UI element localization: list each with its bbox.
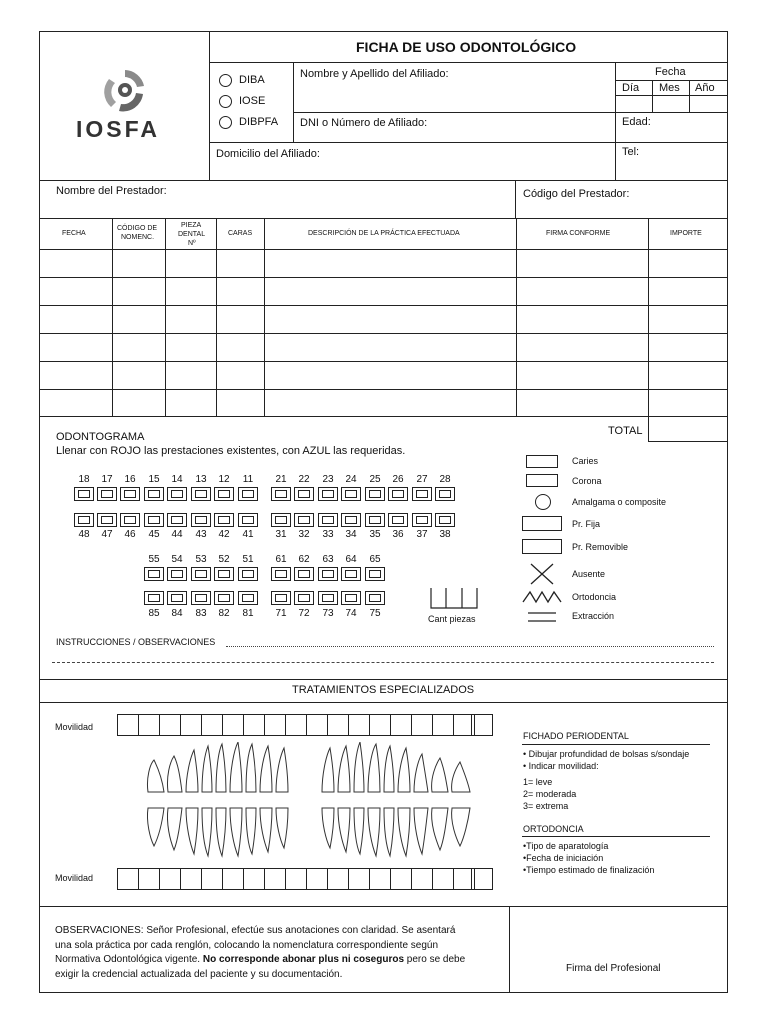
- tooth-box[interactable]: [435, 513, 455, 527]
- obs-line-3-c: pero se debe: [404, 954, 466, 965]
- tooth-box[interactable]: [120, 513, 140, 527]
- cant-piezas-label: Cant piezas: [428, 614, 476, 624]
- pr-fija-icon: [522, 516, 562, 531]
- option-iose-radio[interactable]: [219, 95, 232, 108]
- tooth-number: 85: [148, 608, 160, 619]
- tooth-number: 13: [195, 474, 207, 485]
- tooth-box[interactable]: [167, 591, 187, 605]
- mobility-cell[interactable]: [327, 868, 349, 890]
- tooth-number: 33: [322, 529, 334, 540]
- tooth-box[interactable]: [144, 591, 164, 605]
- tooth-number: 46: [124, 529, 136, 540]
- mobility-cell[interactable]: [243, 714, 265, 736]
- tooth-box[interactable]: [144, 513, 164, 527]
- tooth-number: 43: [195, 529, 207, 540]
- tooth-box[interactable]: [294, 591, 314, 605]
- tooth-box[interactable]: [294, 567, 314, 581]
- tooth-number: 53: [195, 554, 207, 565]
- legend-caries: Caries: [572, 456, 599, 466]
- ortodoncia-icon: [522, 590, 562, 604]
- tooth-box[interactable]: [144, 487, 164, 501]
- col-importe-header: IMPORTE: [670, 230, 702, 237]
- tooth-box[interactable]: [412, 487, 432, 501]
- mobility-cell[interactable]: [285, 868, 307, 890]
- tooth-box[interactable]: [191, 567, 211, 581]
- tooth-number: 15: [148, 474, 160, 485]
- tooth-box[interactable]: [365, 513, 385, 527]
- mobility-cell[interactable]: [390, 868, 412, 890]
- mobility-cell[interactable]: [159, 868, 181, 890]
- legend-pr-fija: Pr. Fija: [572, 519, 601, 529]
- tooth-number: 18: [78, 474, 90, 485]
- observations-dotted-line-1[interactable]: [226, 646, 714, 647]
- obs-line-2: una sola práctica por cada renglón, colocando la nomenclatura correspondiente según: [55, 939, 439, 951]
- tooth-box[interactable]: [214, 591, 234, 605]
- mobility-cell[interactable]: [411, 868, 433, 890]
- col-caras-header: CARAS: [228, 230, 253, 237]
- tooth-box[interactable]: [271, 591, 291, 605]
- obs-line-3-a: Normativa Odontológica vigente.: [55, 954, 203, 965]
- col-pieza-header-3: Nº: [188, 240, 196, 247]
- tooth-box[interactable]: [238, 513, 258, 527]
- year-label: Año: [695, 82, 715, 94]
- orthodontics-item-3: •Tiempo estimado de finalización: [523, 865, 655, 875]
- extraccion-icon: [528, 610, 556, 624]
- tooth-number: 83: [195, 608, 207, 619]
- tooth-number: 25: [369, 474, 381, 485]
- tooth-number: 74: [345, 608, 357, 619]
- tooth-box[interactable]: [238, 591, 258, 605]
- tooth-number: 16: [124, 474, 136, 485]
- tooth-box[interactable]: [318, 487, 338, 501]
- tooth-box[interactable]: [341, 567, 361, 581]
- col-descripcion-header: DESCRIPCIÓN DE LA PRÁCTICA EFECTUADA: [308, 230, 460, 237]
- col-pieza-header-1: PIEZA: [181, 222, 202, 229]
- tooth-number: 37: [416, 529, 428, 540]
- tooth-box[interactable]: [238, 567, 258, 581]
- mobility-cell[interactable]: [117, 714, 139, 736]
- periodontal-item-2: • Indicar movilidad:: [523, 761, 599, 771]
- pr-removible-icon: [522, 539, 562, 554]
- tooth-box[interactable]: [435, 487, 455, 501]
- tooth-number: 72: [298, 608, 310, 619]
- mobility-cell[interactable]: [243, 868, 265, 890]
- tooth-box[interactable]: [167, 513, 187, 527]
- legend-pr-removible: Pr. Removible: [572, 542, 629, 552]
- option-iose-label: IOSE: [239, 95, 266, 107]
- tooth-number: 35: [369, 529, 381, 540]
- tooth-number: 42: [218, 529, 230, 540]
- tooth-number: 28: [439, 474, 451, 485]
- legend-amalgama: Amalgama o composite: [572, 497, 667, 507]
- tooth-box[interactable]: [238, 487, 258, 501]
- tooth-box[interactable]: [294, 513, 314, 527]
- mobility-cell[interactable]: [222, 868, 244, 890]
- tooth-number: 75: [369, 608, 381, 619]
- tooth-number: 82: [218, 608, 230, 619]
- footer-observations: [55, 924, 505, 982]
- specialized-title: TRATAMIENTOS ESPECIALIZADOS: [292, 684, 475, 696]
- tooth-box[interactable]: [74, 487, 94, 501]
- tooth-box[interactable]: [341, 487, 361, 501]
- tooth-box[interactable]: [341, 513, 361, 527]
- tooth-box[interactable]: [191, 487, 211, 501]
- tooth-number: 48: [78, 529, 90, 540]
- legend-extraccion: Extracción: [572, 611, 615, 621]
- signature-label: Firma del Profesional: [566, 963, 661, 974]
- tooth-box[interactable]: [214, 487, 234, 501]
- mobility-scale-2: 2= moderada: [523, 789, 577, 799]
- mobility-cell[interactable]: [471, 868, 493, 890]
- tooth-number: 65: [369, 554, 381, 565]
- tooth-number: 27: [416, 474, 428, 485]
- legend-ortodoncia: Ortodoncia: [572, 592, 617, 602]
- odontogram-title: ODONTOGRAMA: [56, 431, 145, 443]
- provider-name-label: Nombre del Prestador:: [56, 185, 167, 197]
- mobility-cell[interactable]: [138, 868, 160, 890]
- tooth-number: 11: [242, 474, 254, 485]
- tooth-box[interactable]: [167, 487, 187, 501]
- provider-code-label: Código del Prestador:: [523, 188, 630, 200]
- mobility-scale-3: 3= extrema: [523, 801, 569, 811]
- tooth-number: 14: [171, 474, 183, 485]
- date-label: Fecha: [655, 66, 686, 78]
- tooth-number: 34: [345, 529, 357, 540]
- tooth-box[interactable]: [191, 591, 211, 605]
- ausente-icon: [530, 563, 554, 585]
- orthodontics-item-2: •Fecha de iniciación: [523, 853, 604, 863]
- mobility-label-upper: Movilidad: [55, 722, 94, 732]
- address-label: Domicilio del Afiliado:: [216, 148, 320, 160]
- tooth-box[interactable]: [214, 567, 234, 581]
- mobility-scale-1: 1= leve: [523, 777, 553, 787]
- option-diba-label: DIBA: [239, 74, 265, 86]
- age-label: Edad:: [622, 116, 651, 128]
- tooth-number: 38: [439, 529, 451, 540]
- tooth-box[interactable]: [167, 567, 187, 581]
- tooth-box[interactable]: [388, 513, 408, 527]
- tooth-box[interactable]: [191, 513, 211, 527]
- col-codigo-header-1: CÓDIGO DE: [117, 225, 158, 232]
- mobility-cell[interactable]: [411, 714, 433, 736]
- form-title: FICHA DE USO ODONTOLÓGICO: [356, 39, 577, 55]
- col-firma-header: FIRMA CONFORME: [546, 230, 611, 237]
- tooth-box[interactable]: [365, 591, 385, 605]
- tooth-number: 45: [148, 529, 160, 540]
- tooth-number: 21: [275, 474, 287, 485]
- tooth-number: 62: [298, 554, 310, 565]
- orthodontics-title: ORTODONCIA: [523, 824, 584, 834]
- tooth-box[interactable]: [271, 567, 291, 581]
- tooth-box[interactable]: [97, 513, 117, 527]
- mobility-cell[interactable]: [159, 714, 181, 736]
- mobility-cell[interactable]: [180, 714, 202, 736]
- teeth-diagram-icon: [140, 742, 485, 860]
- tooth-number: 22: [298, 474, 310, 485]
- tooth-box[interactable]: [271, 487, 291, 501]
- mobility-cell[interactable]: [138, 714, 160, 736]
- tooth-box[interactable]: [144, 567, 164, 581]
- mobility-cell[interactable]: [327, 714, 349, 736]
- instructions-observations-label: INSTRUCCIONES / OBSERVACIONES: [56, 637, 216, 647]
- mobility-cell[interactable]: [264, 714, 286, 736]
- tooth-number: 73: [322, 608, 334, 619]
- mobility-cell[interactable]: [432, 714, 454, 736]
- obs-line-1: OBSERVACIONES: Señor Profesional, efectúe sus anotaciones con claridad. Se asentará: [55, 925, 456, 936]
- tooth-number: 51: [242, 554, 254, 565]
- tooth-box[interactable]: [365, 567, 385, 581]
- tooth-box[interactable]: [412, 513, 432, 527]
- month-label: Mes: [659, 82, 680, 94]
- tooth-number: 23: [322, 474, 334, 485]
- tooth-number: 32: [298, 529, 310, 540]
- mobility-cell[interactable]: [222, 714, 244, 736]
- tooth-number: 61: [275, 554, 287, 565]
- tooth-number: 71: [275, 608, 287, 619]
- tooth-number: 31: [275, 529, 287, 540]
- option-diba-radio[interactable]: [219, 74, 232, 87]
- tooth-box[interactable]: [388, 487, 408, 501]
- mobility-cell[interactable]: [201, 868, 223, 890]
- mobility-cell[interactable]: [471, 714, 493, 736]
- tooth-number: 36: [392, 529, 404, 540]
- mobility-cell[interactable]: [306, 714, 328, 736]
- mobility-cell[interactable]: [348, 714, 370, 736]
- mobility-label-lower: Movilidad: [55, 873, 94, 883]
- phone-label: Tel:: [622, 146, 640, 158]
- orthodontics-item-1: •Tipo de aparatología: [523, 841, 609, 851]
- day-label: Día: [622, 82, 640, 94]
- option-dibpfa-radio[interactable]: [219, 116, 232, 129]
- tooth-box[interactable]: [318, 567, 338, 581]
- col-fecha-header: FECHA: [62, 230, 86, 237]
- mobility-cell[interactable]: [432, 868, 454, 890]
- tooth-box[interactable]: [318, 513, 338, 527]
- mobility-cell[interactable]: [348, 868, 370, 890]
- tooth-number: 81: [242, 608, 254, 619]
- corona-icon: [526, 474, 558, 487]
- col-pieza-header-2: DENTAL: [178, 231, 206, 238]
- observations-dotted-line-2[interactable]: [52, 662, 714, 663]
- tooth-box[interactable]: [74, 513, 94, 527]
- mobility-cell[interactable]: [390, 714, 412, 736]
- tooth-number: 52: [218, 554, 230, 565]
- tooth-number: 47: [101, 529, 113, 540]
- mobility-cell[interactable]: [180, 868, 202, 890]
- affiliate-name-label: Nombre y Apellido del Afiliado:: [300, 68, 449, 80]
- cant-piezas-boxes-icon: [430, 588, 478, 610]
- legend-ausente: Ausente: [572, 569, 606, 579]
- tooth-number: 26: [392, 474, 404, 485]
- tooth-number: 41: [242, 529, 254, 540]
- mobility-cell[interactable]: [117, 868, 139, 890]
- total-label: TOTAL: [608, 425, 643, 437]
- mobility-cell[interactable]: [285, 714, 307, 736]
- legend-corona: Corona: [572, 476, 602, 486]
- tooth-box[interactable]: [318, 591, 338, 605]
- option-dibpfa-label: DIBPFA: [239, 116, 279, 128]
- tooth-box[interactable]: [97, 487, 117, 501]
- periodontal-title: FICHADO PERIODENTAL: [523, 731, 629, 741]
- tooth-box[interactable]: [120, 487, 140, 501]
- amalgama-icon: [535, 494, 551, 510]
- tooth-box[interactable]: [214, 513, 234, 527]
- tooth-number: 55: [148, 554, 160, 565]
- tooth-number: 12: [218, 474, 230, 485]
- logo-text: IOSFA: [76, 116, 161, 142]
- tooth-box[interactable]: [294, 487, 314, 501]
- mobility-cell[interactable]: [369, 714, 391, 736]
- caries-icon: [526, 455, 558, 468]
- mobility-cell[interactable]: [369, 868, 391, 890]
- mobility-cell[interactable]: [264, 868, 286, 890]
- odontogram-instructions: Llenar con ROJO las prestaciones existentes, con AZUL las requeridas.: [56, 445, 406, 457]
- tooth-box[interactable]: [341, 591, 361, 605]
- iosfa-logo-icon: [97, 66, 153, 116]
- tooth-number: 63: [322, 554, 334, 565]
- mobility-cell[interactable]: [306, 868, 328, 890]
- tooth-number: 44: [171, 529, 183, 540]
- tooth-box[interactable]: [271, 513, 291, 527]
- mobility-cell[interactable]: [201, 714, 223, 736]
- tooth-number: 54: [171, 554, 183, 565]
- tooth-number: 64: [345, 554, 357, 565]
- tooth-box[interactable]: [365, 487, 385, 501]
- tooth-number: 17: [101, 474, 113, 485]
- obs-line-3-bold: No corresponde abonar plus ni coseguros: [202, 954, 405, 965]
- dni-label: DNI o Número de Afiliado:: [300, 117, 428, 129]
- obs-line-3: [55, 953, 505, 968]
- tooth-number: 24: [345, 474, 357, 485]
- obs-line-4: exigir la credencial actualizada del paciente y su documentación.: [55, 968, 343, 980]
- tooth-number: 84: [171, 608, 183, 619]
- col-codigo-header-2: NOMENC.: [121, 234, 155, 241]
- periodontal-item-1: • Dibujar profundidad de bolsas s/sondaje: [523, 749, 690, 759]
